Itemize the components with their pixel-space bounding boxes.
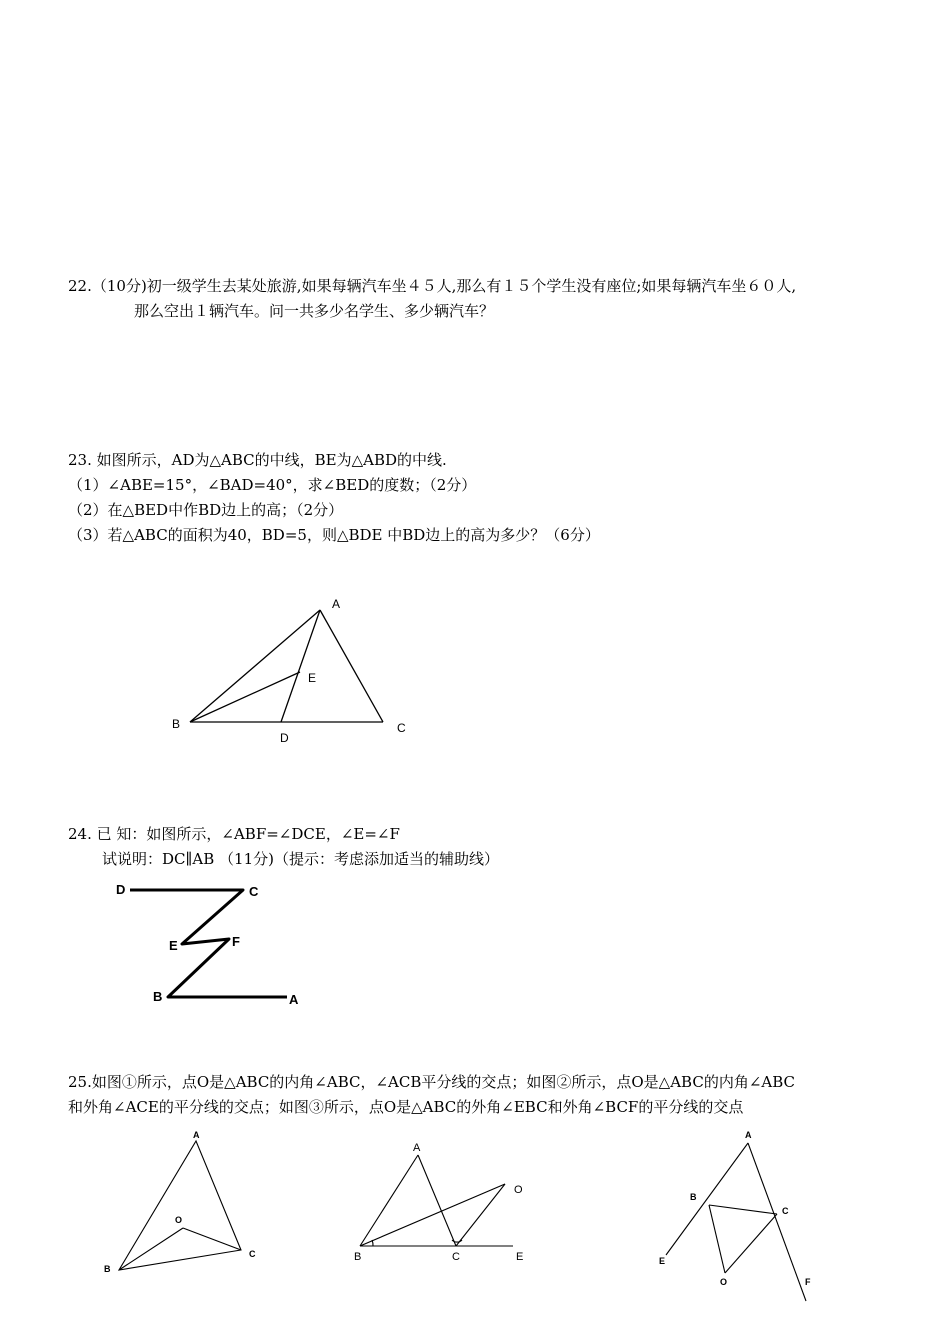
q24-label-e: E [169,938,178,953]
q24-label-b: B [153,989,163,1004]
q25-fig3-label-b: B [690,1192,697,1202]
q25-fig3-ae [666,1143,748,1255]
q25-fig1-label-b: B [104,1264,111,1274]
q23-line4: （3）若△ABC的面积为40，BD=5，则△BDE 中BD边上的高为多少？（6分） [68,526,600,544]
q24-line2: 试说明：DC∥AB （11分)（提示：考虑添加适当的辅助线） [102,850,499,868]
q25-line1: 25.如图①所示，点O是△ABC的内角∠ABC，∠ACB平分线的交点；如图②所示，点O是△ABC的内角∠ABC [68,1073,796,1091]
q24-label-f: F [232,934,240,949]
q25-fig1-label-o: O [175,1215,183,1225]
q24-line1: 24. 已 知：如图所示，∠ABF=∠DCE，∠E=∠F [68,825,400,843]
q25-fig2-label-o: O [514,1184,523,1196]
q23-line1: 23. 如图所示，AD为△ABC的中线，BE为△ABD的中线. [68,451,447,469]
q25-fig1-label-a: A [193,1130,200,1140]
q23-label-e: E [308,671,317,685]
q23-line3: （2）在△BED中作BD边上的高；（2分） [68,501,344,519]
q25-fig3-label-c: C [782,1206,789,1216]
q25-fig3-co [725,1214,777,1273]
q24-label-a: A [289,992,299,1007]
q23-label-d: D [280,731,289,745]
q23-line2: （1）∠ABE=15°，∠BAD=40°，求∠BED的度数；（2分） [68,476,477,494]
q25-fig3-bc [709,1205,777,1214]
q25-fig3-af [748,1143,806,1301]
q24-label-d: D [116,882,126,897]
q22-line1: 22.（10分)初一级学生去某处旅游,如果每辆汽车坐４５人,那么有１５个学生没有座位;如果每辆汽车坐６０人, [68,277,797,295]
q22-line2: 那么空出１辆汽车。问一共多少名学生、多少辆汽车？ [134,302,495,320]
q25-fig3-label-o: O [720,1277,728,1287]
q25-fig3-bo [709,1205,725,1273]
q25-fig3-label-a: A [745,1130,752,1140]
q23-label-c: C [397,721,406,735]
q25-fig2-label-e: E [516,1251,524,1263]
q25-line2: 和外角∠ACE的平分线的交点；如图③所示，点O是△ABC的外角∠EBC和外角∠BCF的平分线的交点 [68,1098,744,1116]
q25-fig3-label-f: F [805,1277,811,1287]
q24-label-c: C [249,884,259,899]
q25-fig1-label-c: C [249,1249,256,1259]
q23-label-b: B [172,717,181,731]
q25-fig2-label-a: A [413,1142,421,1154]
q23-label-a: A [332,597,341,611]
q25-fig3-label-e: E [659,1256,666,1266]
q25-fig2-label-b: B [354,1251,362,1263]
q25-fig2-label-c: C [452,1251,460,1263]
